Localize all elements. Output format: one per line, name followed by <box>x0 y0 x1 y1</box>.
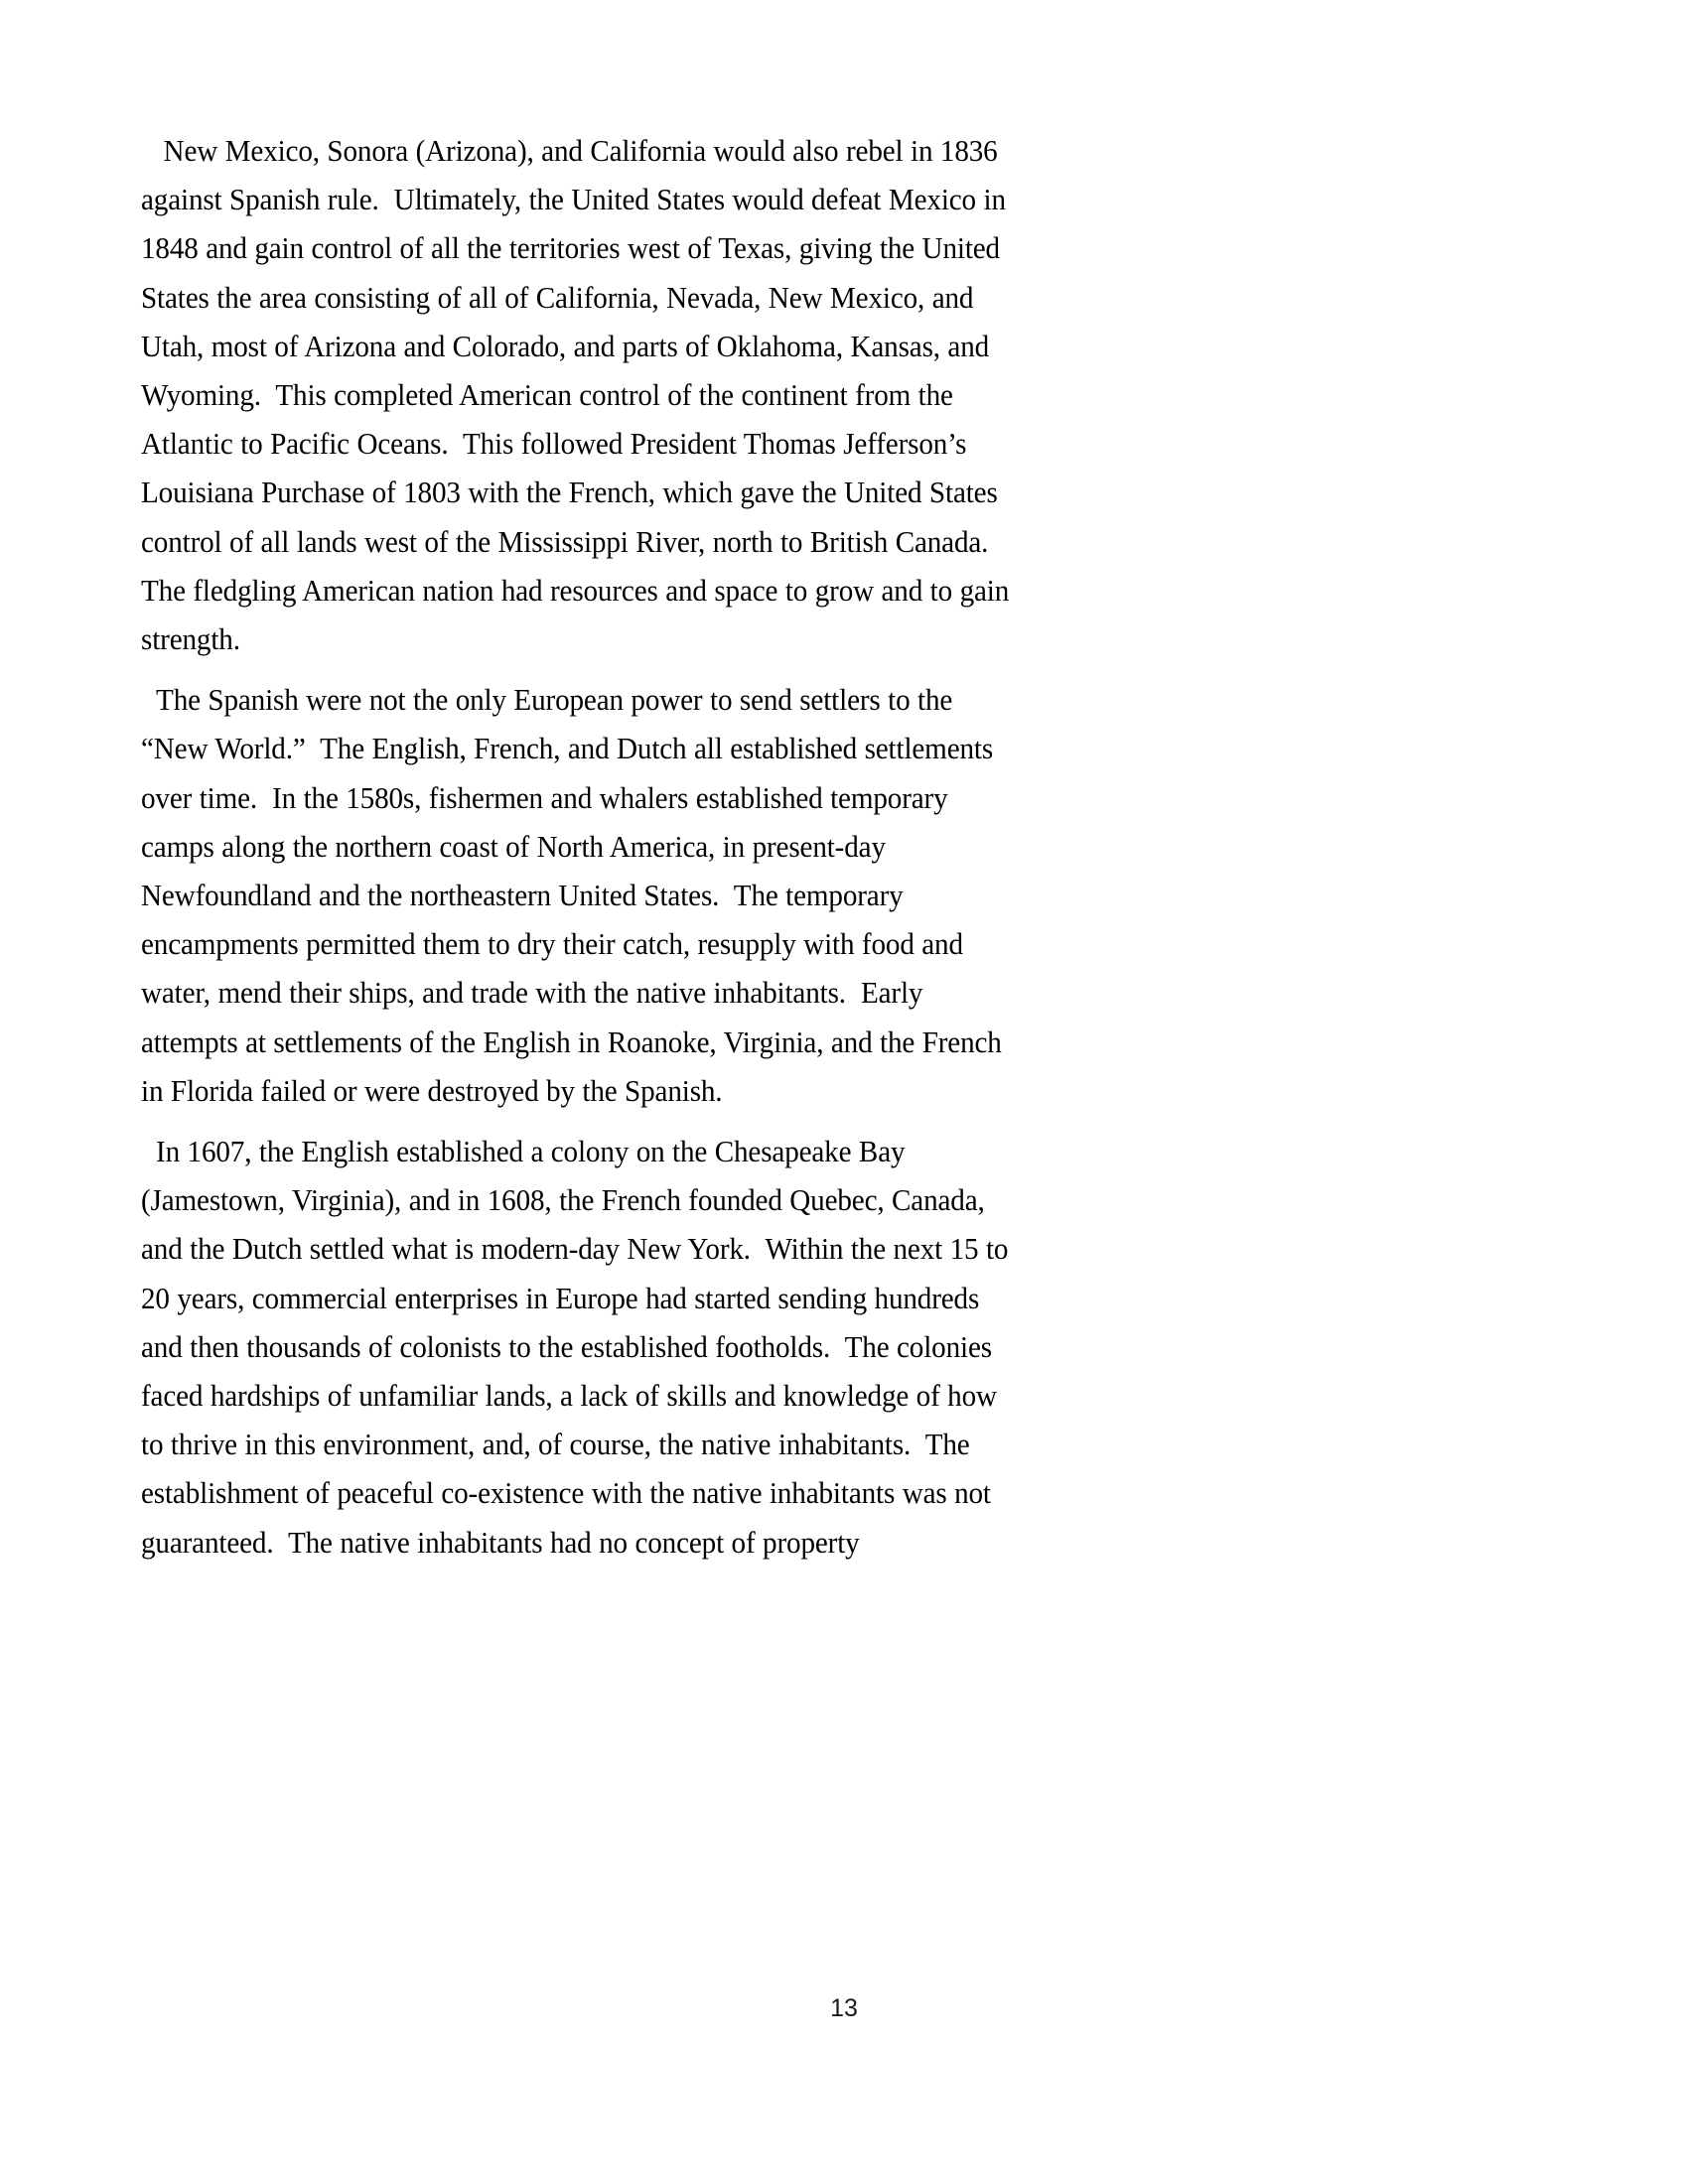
body-text-column <box>141 127 1059 1568</box>
body-paragraph-3: In 1607, the English established a colony on the Chesapeake Bay (Jamestown, Virginia), and in 1608, the French founded Quebec, Canada, and the Dutch settled what is modern-day New York. Within the next 15 to 20 years, commercial enterprises in Europe had started sending hundreds and then thousands of colonists to the established footholds. The colonies faced hardships of unfamiliar lands, a lack of skills and knowledge of how to thrive in this environment, and, of course, the native inhabitants. The establishment of peaceful co-existence with the native inhabitants was not guaranteed. The native inhabitants had no concept of property <box>141 1135 1016 1560</box>
body-paragraph-1: New Mexico, Sonora (Arizona), and California would also rebel in 1836 against Spanish rule. Ultimately, the United States would defeat Mexico in 1848 and gain control of all the territories west of Texas, giving the United States the area consisting of all of California, Nevada, New Mexico, and Utah, most of Arizona and Colorado, and parts of Oklahoma, Kansas, and Wyoming. This completed American control of the continent from the Atlantic to Pacific Oceans. This followed President Thomas Jefferson’s Louisiana Purchase of 1803 with the French, which gave the United States control of all lands west of the Mississippi River, north to British Canada. The fledgling American nation had resources and space to grow and to gain strength. <box>141 134 1017 657</box>
page-number: 13 <box>830 1994 858 2022</box>
body-paragraph-2: The Spanish were not the only European power to send settlers to the “New World.” The English, French, and Dutch all established settlements over time. In the 1580s, fishermen and whalers established temporary camps along the northern coast of North America, in present-day Newfoundland and the northeastern United States. The temporary encampments permitted them to dry their catch, resupply with food and water, mend their ships, and trade with the native inhabitants. Early attempts at settlements of the English in Roanoke, Virginia, and the French in Florida failed or were destroyed by the Spanish. <box>141 683 1010 1108</box>
